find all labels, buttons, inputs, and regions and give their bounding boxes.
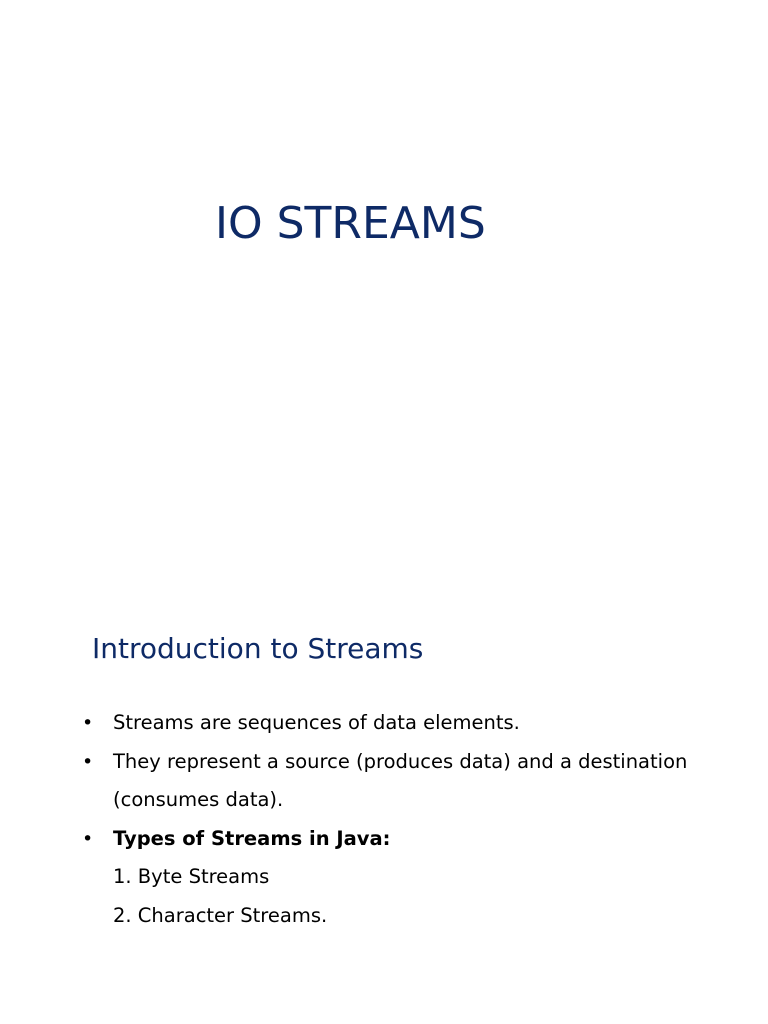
list-item [0,743,768,820]
bullet-text-continuation: (consumes data). [113,788,284,811]
sub-item-byte-streams: 1. Byte Streams [113,865,270,888]
bullet-text: They represent a source (produces data) and a destination [113,749,688,773]
bullet-marker: • [82,827,94,850]
slide-title: IO STREAMS [215,198,486,249]
bullet-text: Streams are sequences of data elements. [113,711,520,734]
list-item [0,704,768,743]
bullet-marker: • [82,712,94,734]
bullet-text-bold: Types of Streams in Java: [113,826,391,850]
list-item [0,820,768,936]
bullet-marker: • [82,750,94,773]
sub-item-character-streams: 2. Character Streams. [113,903,328,927]
section-heading: Introduction to Streams [92,632,424,665]
bullet-list [0,704,768,935]
